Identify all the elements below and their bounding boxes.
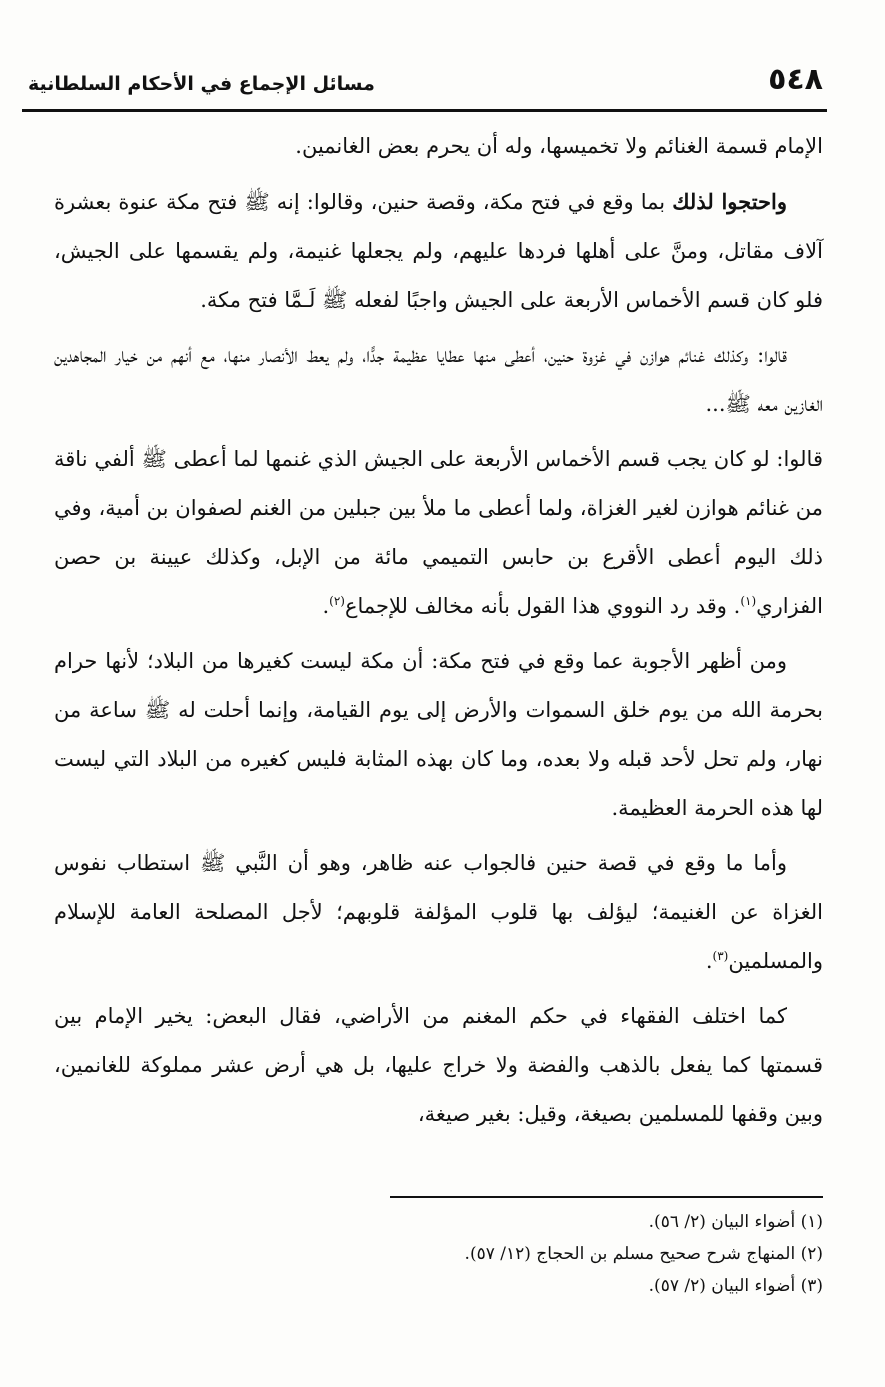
footnote-3: (٣) أضواء البيان (٢/ ٥٧). [648,1276,823,1296]
paragraph-2-text: بما وقع في فتح مكة، وقصة حنين، وقالوا: إنه ﷺ فتح مكة عنوة بعشرة آلاف مقاتل، ومنَّ على أهلها فردها عليهم، ولم يجعلها غنيمة، ولم يقسمها على الجيش، فلو كان قسم الأخماس الأربعة على الجيش واجبًا لفعله ﷺ لَـمَّا فتح مكة. [54,190,823,312]
header-rule [22,109,827,112]
paragraph-4-text: قالوا: لو كان يجب قسم الأخماس الأربعة على الجيش الذي غنمها لما أعطى ﷺ ألفي ناقة من غنائم هوازن لغير الغزاة، ولما أعطى ما ملأ بين جبلين من الغنم لصفوان بن أمية، وفي ذلك اليوم أعطى الأقرع بن حابس التميمي مائة من الإبل، وكذلك عيينة بن حصن الفزاري [54,447,823,618]
footnote-2: (٢) المنهاج شرح صحيح مسلم بن الحجاج (١٢/ ٥٧). [464,1244,823,1264]
paragraph-1: الإمام قسمة الغنائم ولا تخميسها، وله أن يحرم بعض الغانمين. [295,134,823,158]
paragraph-6-text: وأما ما وقع في قصة حنين فالجواب عنه ظاهر، وهو أن النَّبي ﷺ استطاب نفوس الغزاة عن الغنيمة؛ ليؤلف بها قلوب المؤلفة قلوبهم؛ لأجل المصلحة العامة للإسلام والمسلمين [54,851,823,973]
paragraph-lead: واحتجوا لذلك [672,189,787,214]
paragraph-4-end: . [322,594,330,618]
paragraph-7: كما اختلف الفقهاء في حكم المغنم من الأراضي، فقال البعض: يخير الإمام بين قسمتها كما يفعل بالذهب والفضة ولا خراج عليها، بل هي أرض عشر مملوكة للغانمين، وبين وقفها للمسلمين بصيغة، وقيل: بغير صيغة، [54,1004,823,1126]
main-text [54,122,823,1145]
footnote-ref-1[interactable]: (١) [740,594,757,608]
paragraph-4 [54,435,823,631]
footnote-1: (١) أضواء البيان (٢/ ٥٦). [648,1212,823,1232]
paragraph-6 [54,839,823,986]
page-header [28,58,823,112]
footnote-ref-2[interactable]: (٢) [329,594,345,608]
footnotes [150,1206,823,1302]
paragraph-6-end: . [705,949,713,973]
paragraph-3: قالوا: وكذلك غنائم هوازن في غزوة حنين، أعطى منها عطايا عظيمة جدًّا، ولم يعط الأنصار منها، مع أنهم من خيار المجاهدين الغازين معه ﷺ... [54,343,823,416]
paragraph-2 [54,177,823,325]
footnote-rule [390,1196,823,1198]
running-title: مسائل الإجماع في الأحكام السلطانية [28,73,375,95]
paragraph-5: ومن أظهر الأجوبة عما وقع في فتح مكة: أن مكة ليست كغيرها من البلاد؛ لأنها حرام بحرمة الله من يوم خلق السموات والأرض إلى يوم القيامة، وإنما أحلت له ﷺ ساعة من نهار، ولم تحل لأحد قبله ولا بعده، وما كان بهذه المثابة فليس كغيره من البلاد التي ليست لها هذه الحرمة العظيمة. [54,649,823,820]
page-number: ٥٤٨ [768,62,823,97]
footnote-ref-3[interactable]: (٣) [712,949,729,963]
paragraph-4-text-2: . وقد رد النووي هذا القول بأنه مخالف للإجماع [344,594,741,618]
